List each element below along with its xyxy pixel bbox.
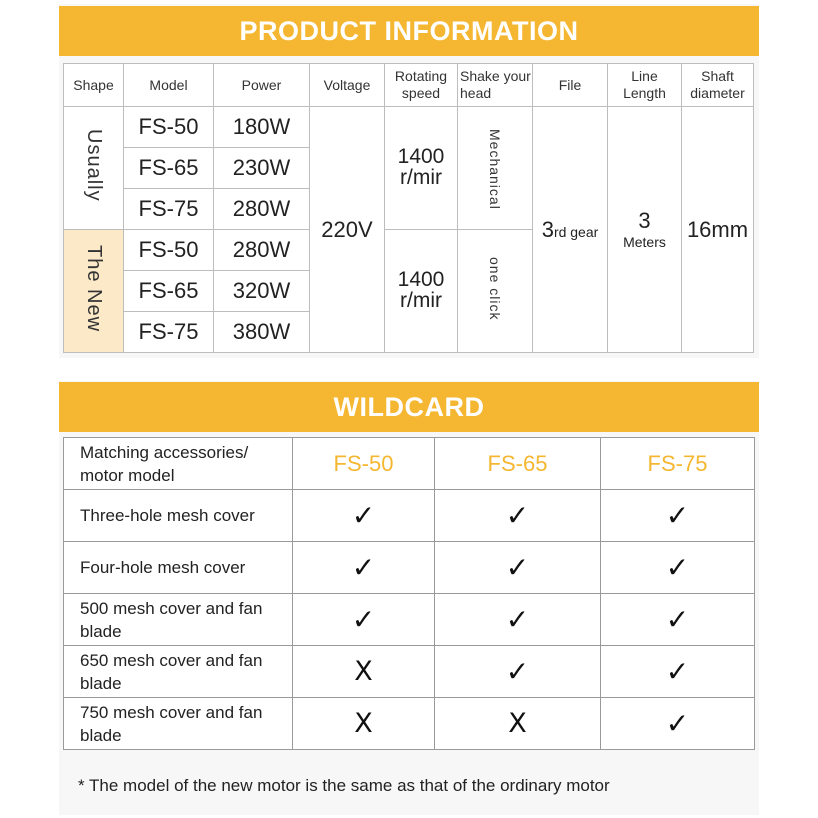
product-info-table bbox=[63, 63, 754, 353]
accessories-header-line1: Matching accessories/ bbox=[80, 442, 249, 462]
header-rotating-speed-line1: Rotating bbox=[394, 68, 448, 84]
compat-cell bbox=[293, 490, 435, 542]
shake-usually-cell bbox=[458, 107, 533, 230]
table-row bbox=[64, 698, 755, 750]
shake-new-label: one click bbox=[487, 256, 503, 321]
check-icon: ✓ bbox=[505, 552, 530, 583]
check-icon: ✓ bbox=[665, 656, 690, 687]
check-icon: ✓ bbox=[665, 552, 690, 583]
model-cell: FS-50 bbox=[124, 230, 214, 271]
shape-the-new-label: The New bbox=[83, 244, 105, 333]
speed-usually-unit: r/mir bbox=[400, 166, 442, 189]
model-cell: FS-65 bbox=[124, 271, 214, 312]
header-rotating-speed-line2: speed bbox=[401, 85, 441, 101]
cross-icon: X bbox=[354, 656, 373, 687]
header-shaft-line1: Shaft bbox=[701, 68, 734, 84]
table-row bbox=[64, 542, 755, 594]
check-icon: ✓ bbox=[505, 604, 530, 635]
model-cell: FS-65 bbox=[124, 148, 214, 189]
shape-usually-label: Usually bbox=[83, 129, 105, 202]
accessory-label: Three-hole mesh cover bbox=[64, 490, 293, 542]
header-shake-your-head bbox=[458, 64, 533, 107]
speed-usually-cell bbox=[385, 107, 458, 230]
cross-icon: X bbox=[508, 708, 527, 739]
header-line-length-line2: Length bbox=[623, 85, 666, 101]
line-length-cell bbox=[608, 107, 682, 353]
accessory-label: 650 mesh cover and fan blade bbox=[64, 646, 293, 698]
wildcard-table bbox=[63, 437, 755, 750]
accessory-label: Four-hole mesh cover bbox=[64, 542, 293, 594]
file-suffix: rd gear bbox=[553, 223, 599, 240]
header-power: Power bbox=[214, 64, 310, 107]
compat-cell bbox=[435, 542, 601, 594]
header-shaft-line2: diameter bbox=[690, 85, 745, 101]
header-file: File bbox=[533, 64, 608, 107]
shape-usually bbox=[64, 107, 124, 230]
check-icon: ✓ bbox=[665, 604, 690, 635]
power-cell: 320W bbox=[214, 271, 310, 312]
header-line-length bbox=[608, 64, 682, 107]
speed-new-cell bbox=[385, 230, 458, 353]
line-num: 3 bbox=[638, 207, 651, 233]
compat-cell bbox=[293, 594, 435, 646]
accessory-label: 750 mesh cover and fan blade bbox=[64, 698, 293, 750]
table-row bbox=[64, 594, 755, 646]
header-shaft-diameter bbox=[682, 64, 754, 107]
compat-cell bbox=[601, 542, 755, 594]
shape-the-new bbox=[64, 230, 124, 353]
header-shake-line2: head bbox=[460, 85, 492, 101]
power-cell: 280W bbox=[214, 230, 310, 271]
accessory-label: 500 mesh cover and fan blade bbox=[64, 594, 293, 646]
model-header-fs50: FS-50 bbox=[293, 438, 435, 490]
compat-cell bbox=[601, 594, 755, 646]
check-icon: ✓ bbox=[505, 500, 530, 531]
check-icon: ✓ bbox=[665, 708, 690, 739]
header-model: Model bbox=[124, 64, 214, 107]
product-info-title: PRODUCT INFORMATION bbox=[59, 6, 759, 56]
compat-cell bbox=[293, 698, 435, 750]
power-cell: 180W bbox=[214, 107, 310, 148]
accessories-header-line2: motor model bbox=[80, 465, 175, 485]
cross-icon: X bbox=[354, 708, 373, 739]
file-cell bbox=[533, 107, 608, 353]
speed-new-num: 1400 bbox=[397, 268, 445, 291]
compat-cell bbox=[435, 646, 601, 698]
footnote: * The model of the new motor is the same as that of the ordinary motor bbox=[78, 776, 610, 795]
header-line-length-line1: Line bbox=[631, 68, 658, 84]
compat-cell bbox=[435, 594, 601, 646]
shaft-value: 16mm bbox=[686, 216, 749, 242]
table-row bbox=[64, 646, 755, 698]
file-num: 3 bbox=[541, 216, 554, 242]
model-cell: FS-75 bbox=[124, 312, 214, 353]
compat-cell bbox=[435, 698, 601, 750]
accessories-header bbox=[64, 438, 293, 490]
wildcard-title: WILDCARD bbox=[59, 382, 759, 432]
table-row bbox=[64, 490, 755, 542]
compat-cell bbox=[601, 698, 755, 750]
header-shape: Shape bbox=[64, 64, 124, 107]
shaft-cell bbox=[682, 107, 754, 353]
check-icon: ✓ bbox=[505, 656, 530, 687]
compat-cell bbox=[601, 490, 755, 542]
model-cell: FS-50 bbox=[124, 107, 214, 148]
model-header-fs75: FS-75 bbox=[601, 438, 755, 490]
model-header-fs65: FS-65 bbox=[435, 438, 601, 490]
shake-new-cell bbox=[458, 230, 533, 353]
header-voltage: Voltage bbox=[310, 64, 385, 107]
wildcard-header-row bbox=[64, 438, 755, 490]
shake-usually-label: Mechanical bbox=[487, 129, 503, 210]
voltage-value: 220V bbox=[321, 216, 373, 242]
model-cell: FS-75 bbox=[124, 189, 214, 230]
header-row bbox=[64, 64, 754, 107]
compat-cell bbox=[435, 490, 601, 542]
header-rotating-speed bbox=[385, 64, 458, 107]
check-icon: ✓ bbox=[351, 500, 376, 531]
speed-new-unit: r/mir bbox=[400, 289, 442, 312]
power-cell: 230W bbox=[214, 148, 310, 189]
compat-cell bbox=[293, 542, 435, 594]
check-icon: ✓ bbox=[351, 604, 376, 635]
line-unit: Meters bbox=[623, 233, 666, 250]
voltage-cell bbox=[310, 107, 385, 353]
compat-cell bbox=[293, 646, 435, 698]
speed-usually-num: 1400 bbox=[397, 145, 445, 168]
power-cell: 380W bbox=[214, 312, 310, 353]
check-icon: ✓ bbox=[351, 552, 376, 583]
table-row bbox=[64, 107, 754, 148]
check-icon: ✓ bbox=[665, 500, 690, 531]
header-shake-line1: Shake your bbox=[460, 68, 531, 84]
power-cell: 280W bbox=[214, 189, 310, 230]
compat-cell bbox=[601, 646, 755, 698]
